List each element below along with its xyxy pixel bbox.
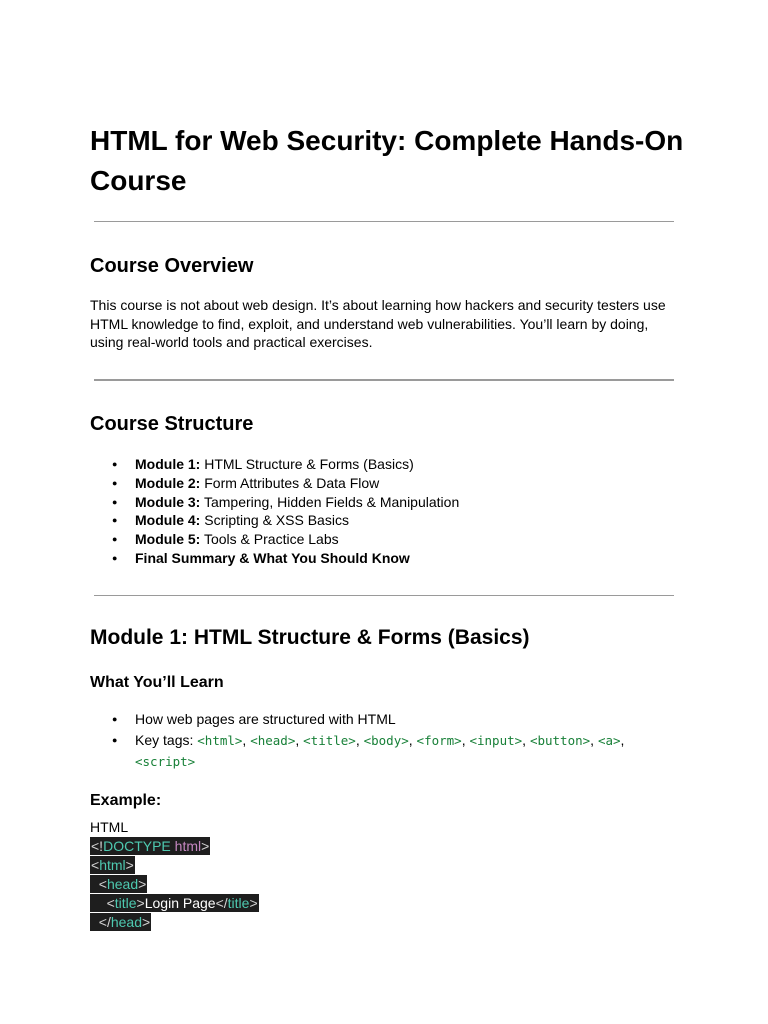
separator: ,	[242, 731, 251, 748]
separator: ,	[522, 731, 530, 748]
code-tag: <button>	[529, 732, 591, 748]
separator: ,	[408, 731, 417, 748]
code-tag: <html>	[197, 732, 243, 748]
module1-heading: Module 1: HTML Structure & Forms (Basics)	[90, 626, 530, 649]
code-line	[90, 913, 259, 932]
separator: ,	[355, 731, 364, 748]
code-line-highlight: <html>	[91, 857, 134, 873]
structure-heading: Course Structure	[90, 413, 254, 435]
structure-list	[90, 455, 680, 568]
list-item: ● Module 1: HTML Structure & Forms (Basics)	[90, 455, 680, 474]
code-line-highlight: </head>	[90, 913, 151, 931]
code-block	[90, 837, 259, 932]
divider	[94, 221, 674, 222]
learn-heading: What You’ll Learn	[90, 674, 224, 691]
code-line	[90, 837, 259, 856]
code-tag: <a>	[597, 732, 621, 748]
code-tag: <body>	[363, 732, 409, 748]
overview-paragraph: This course is not about web design. It’s about learning how hackers and security testers use HTML knowledge to find, exploit, and understand web vulnerabilities. You’ll learn by doing, using real-world tools and practical exercises.	[90, 297, 666, 351]
list-item: ● Module 4: Scripting & XSS Basics	[90, 511, 680, 530]
code-line-highlight: <title>Login Page</title>	[90, 894, 259, 912]
code-line	[90, 894, 259, 913]
list-item: ● Module 3: Tampering, Hidden Fields & Manipulation	[90, 493, 680, 512]
divider	[94, 595, 674, 596]
list-item: ● Module 2: Form Attributes & Data Flow	[90, 474, 680, 493]
code-tag: <title>	[303, 732, 356, 748]
code-line	[90, 875, 259, 894]
code-line-highlight: <head>	[90, 875, 147, 893]
code-line-highlight: <!DOCTYPE html>	[91, 838, 210, 854]
example-heading: Example:	[90, 792, 162, 809]
code-language-label: HTML	[90, 819, 129, 835]
list-item: ● Module 5: Tools & Practice Labs	[90, 530, 680, 549]
separator: ,	[461, 731, 470, 748]
separator: ,	[590, 731, 598, 748]
learn-list	[90, 709, 680, 773]
code-tag: <form>	[416, 732, 462, 748]
overview-heading: Course Overview	[90, 255, 254, 277]
list-item: ● How web pages are structured with HTML	[90, 709, 680, 730]
code-tag: <input>	[469, 732, 523, 748]
key-tags-list	[135, 732, 624, 770]
code-tag: <head>	[250, 732, 296, 748]
divider	[94, 379, 674, 381]
list-item: ● Final Summary & What You Should Know	[90, 549, 680, 568]
separator: ,	[295, 731, 304, 748]
separator: ,	[620, 731, 625, 748]
list-item: ● Key tags: <html>, <head>, <title>, <body>, <form>, <input>, <button>, <a>, <script>	[90, 730, 680, 773]
page-title: HTML for Web Security: Complete Hands-On Course	[90, 125, 684, 196]
code-tag: <script>	[135, 754, 196, 769]
code-line	[90, 856, 259, 875]
